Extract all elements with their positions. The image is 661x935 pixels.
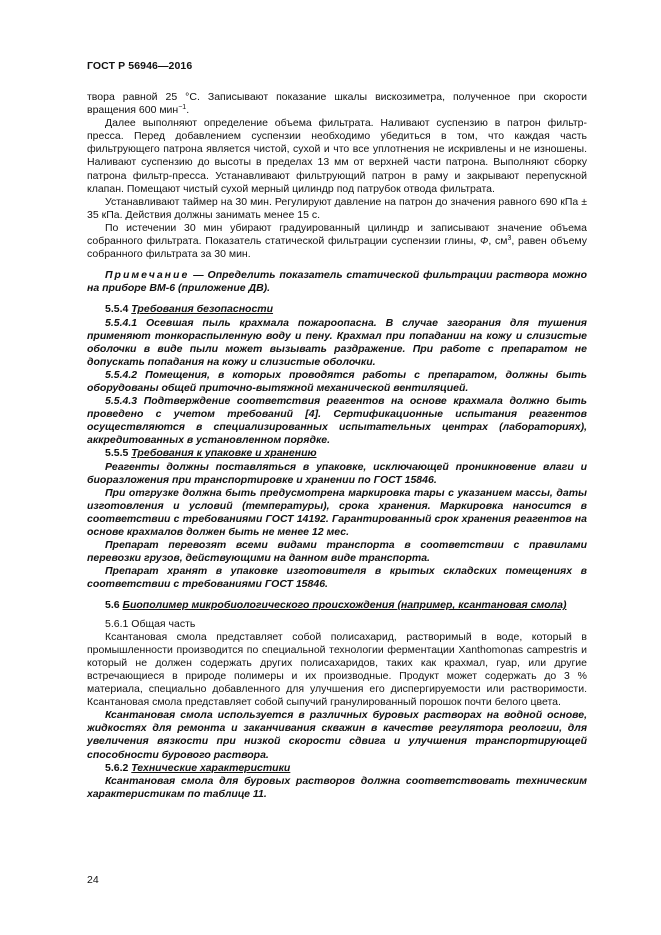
paragraph: При отгрузке должна быть предусмотрена маркировка тары с указанием массы, даты изготовления и условий (температуры), срока хранения. Маркировка наносится в соответствии с требованиями ГОСТ 14192. Гарантированный срок хранения реагентов на основе крахмалов должен быть не менее 12 мес. (87, 486, 587, 538)
paragraph: Реагенты должны поставляться в упаковке, исключающей проникновение влаги и биоразложения при транспортировке и хранении по ГОСТ 15846. (87, 460, 587, 486)
paragraph: По истечении 30 мин убирают градуированный цилиндр и записывают значение объема собранного фильтрата. Показатель статической фильтрации суспензии глины, Ф, $см^3$, равен объему собранного фильтрата за 30 мин. (87, 221, 587, 261)
subsection-heading: 5.6.1 Общая часть (105, 617, 196, 630)
section-heading: 5.6.2 Технические характеристики (105, 761, 291, 774)
paragraph: Устанавливают таймер на 30 мин. Регулируют давление на патрон до значения равного 690 кПа ± 35 кПа. Действия должны занимать менее 15 с. (87, 195, 587, 221)
paragraph: Ксантановая смола используется в различных буровых растворах на водной основе, жидкостях для ремонта и заканчивания скважин в качестве регулятора реологии, для увеличения вязкости при низкой скорости сдвига и улучшения транспортирующей способности бурового раствора. (87, 709, 587, 761)
paragraph: Препарат хранят в упаковке изготовителя в крытых складских помещениях в соответствии с требованиями ГОСТ 15846. (87, 565, 587, 591)
paragraph: Далее выполняют определение объема фильтрата. Наливают суспензию в патрон фильтр-пресса. Перед добавлением суспензии необходимо убедиться в том, что каждая часть фильтрующего патрона является чистой, сухой и что все уплотнения не искривлены и не изношены. Наливают суспензию до высоты в пределах 13 мм от верхней части патрона. Выполняют сборку патрона фильтр-пресса. Устанавливают фильтрующий патрон в раму и закрывают перепускной клапан. Помещают чистый сухой мерный цилиндр под патрубок отвода фильтрата. (87, 117, 587, 195)
section-heading: 5.6 Биополимер микробиологического происхождения (например, ксантановая смола) (105, 599, 567, 612)
paragraph: 5.5.4.3 Подтверждение соответствия реагентов на основе крахмала должно быть проведено с учетом требований [4]. Сертификационные испытания реагентов осуществляются в специализированных испытательных центрах (лабораториях), аккредитованных в установленном порядке. (87, 395, 587, 447)
note: Примечание — Определить показатель статической фильтрации раствора можно на приборе ВМ-6 (приложение ДВ). (87, 269, 587, 295)
page-content (87, 91, 587, 801)
paragraph: 5.5.4.1 Осевшая пыль крахмала пожароопасна. В случае загорания для тушения применяют тонкораспыленную воду и пену. Крахмал при попадании на кожу и слизистые оболочки в виде пыли может вызывать раздражение. При работе с препаратом не допускать попадания на кожу и слизистые оболочки. (87, 316, 587, 368)
section-heading: 5.5.5 Требования к упаковке и хранению (105, 447, 317, 460)
paragraph: 5.5.4.2 Помещения, в которых проводятся работы с препаратом, должны быть оборудованы общей приточно-вытяжной механической вентиляцией. (87, 368, 587, 394)
paragraph: Ксантановая смола представляет собой полисахарид, растворимый в воде, который в промышленности производится по специальной технологии ферментации Xanthomonas campestris и который не должен содержать других полисахаридов, таких как крахмал, гуар, или другие встречающиеся в природе полимеры и их производные. Продукт может содержать до 3 % материала, специально добавленного для улучшения его диспергируемости или растворимости. Ксантановая смола представляет собой сыпучий гранулированный порошок почти белого цвета. (87, 630, 587, 709)
document-header: ГОСТ Р 56946—2016 (87, 60, 193, 72)
section-heading: 5.5.4 Требования безопасности (105, 303, 274, 316)
paragraph: Препарат перевозят всеми видами транспорта в соответствии с правилами перевозки грузов, действующими на данном виде транспорта. (87, 539, 587, 565)
page-number: 24 (87, 874, 99, 886)
paragraph: Ксантановая смола для буровых растворов должна соответствовать техническим характеристикам по таблице 11. (87, 774, 587, 800)
paragraph: твора равной 25 °С. Записывают показание шкалы вискозиметра, полученное при скорости вращения 600 мин$^{-1}$. (87, 91, 587, 117)
